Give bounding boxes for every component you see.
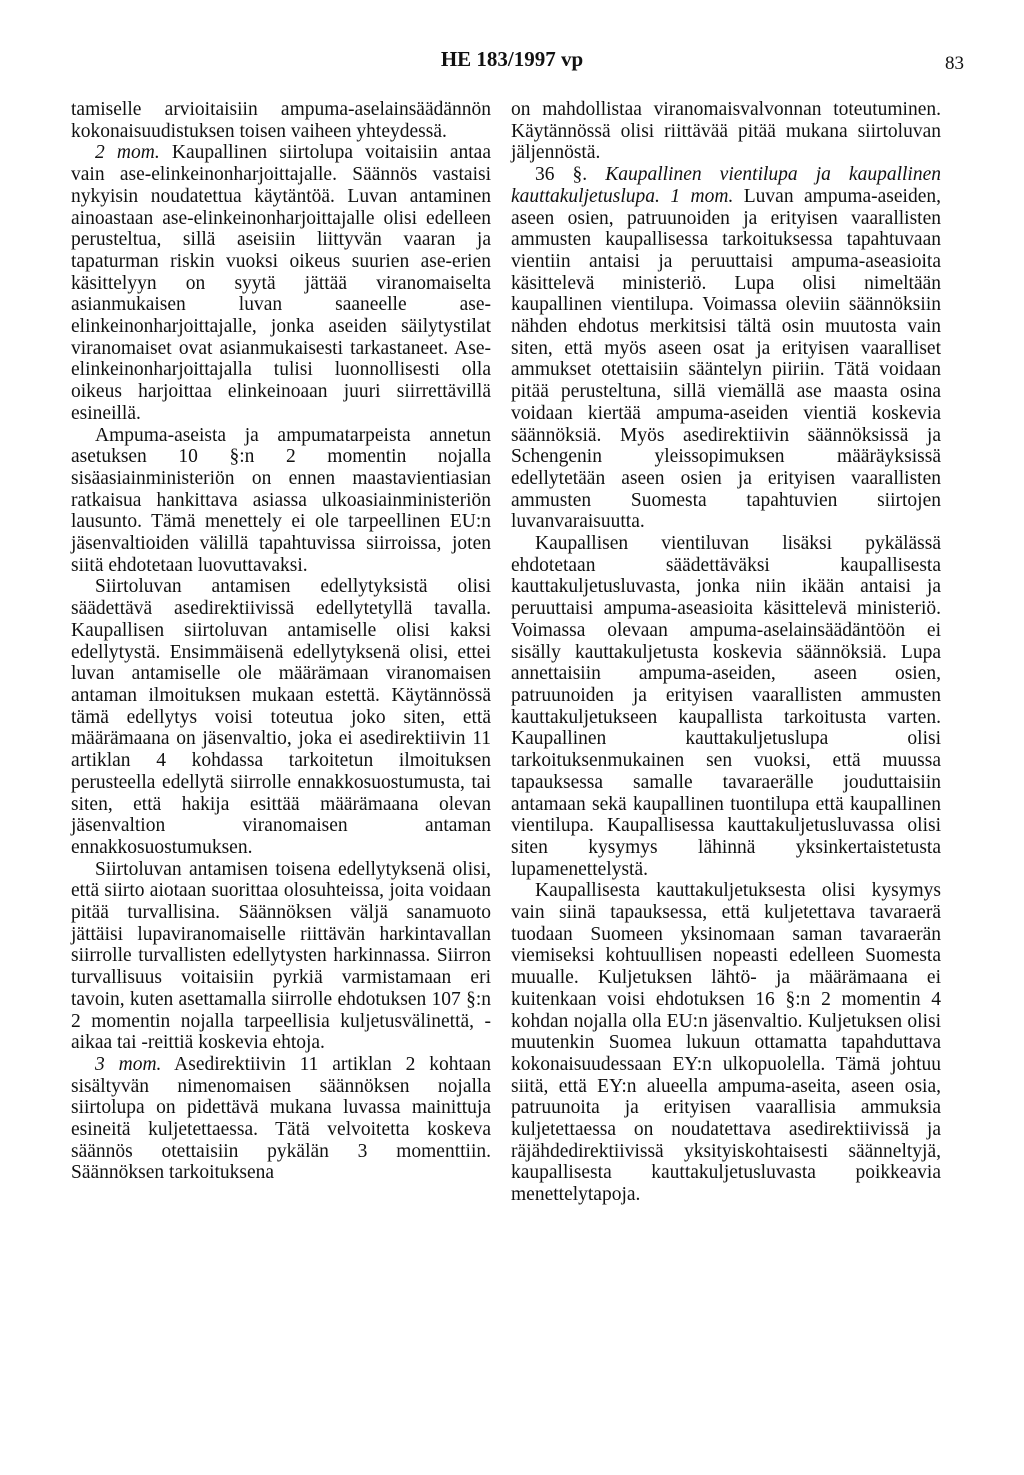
paragraph: on mahdollistaa viranomaisvalvonnan toteutuminen. Käytännössä olisi riittävää pitää mukana siirtoluvan jäljennöstä. <box>511 99 941 164</box>
paragraph-text: Asedirektiivin 11 artiklan 2 kohtaan sisältyvän nimenomaisen säännöksen nojalla siirtolupa on pidettävä mukana luvassa mainittuja esineitä kuljetettaessa. Tätä velvoitetta koskeva säännös otettaisiin pykälän 3 momenttiin. Säännöksen tarkoituksena <box>71 1053 491 1184</box>
left-column <box>71 99 491 1184</box>
paragraph: Ampuma-aseista ja ampumatarpeista annetun asetuksen 10 §:n 2 momentin nojalla sisäasiainministeriön on ennen maastavientiasian ratkaisua hankittava asiassa ulkoasiainministeriön lausunto. Tämä menettely ei ole tarpeellinen EU:n jäsenvaltioiden välillä tapahtuvissa siirroissa, joten siitä ehdotetaan luovuttavaksi. <box>71 424 491 576</box>
section-title: Kaupallinen vientilupa ja kaupallinen kauttakuljetuslupa. 1 mom. <box>511 164 941 207</box>
paragraph: tamiselle arvioitaisiin ampuma-aselainsäädännön kokonaisuudistuksen toisen vaiheen yhteydessä. <box>71 99 491 142</box>
moment-label: 3 mom. <box>95 1053 162 1075</box>
paragraph <box>511 164 941 533</box>
document-title: HE 183/1997 vp <box>440 47 584 71</box>
right-column <box>511 99 941 1206</box>
paragraph-text: Kaupallinen siirtolupa voitaisiin antaa vain ase-elinkeinonharjoittajalle. Säännös vastaisi nykyisin noudatettua käytäntöä. Luvan antaminen ainoastaan ase-elinkeinonharjoittajalle olisi edelleen perusteltua, sillä aseisiin liittyvän vaaran ja tapaturman riskin vuoksi oikeus suurien ase-erien käsittelyyn on syytä jättää viranomaiselta asianmukaisen luvan saaneelle ase-elinkeinonharjoittajalle, jonka aseiden säilytystilat viranomaiset ovat asianmukaisesti tarkastaneet. Ase-elinkeinonharjoittajalla tulisi luonnollisesti olla oikeus harjoittaa elinkeinoaan juuri siirrettävillä esineillä. <box>71 142 491 424</box>
page-number: 83 <box>945 53 964 74</box>
moment-label: 2 mom. <box>95 142 160 164</box>
paragraph <box>71 1054 491 1184</box>
page-header <box>0 47 1024 77</box>
paragraph: Siirtoluvan antamisen edellytyksistä olisi säädettävä asedirektiivissä edellytetyllä tavalla. Kaupallisen siirtoluvan antamiselle olisi kaksi edellytystä. Ensimmäisenä edellytyksenä olisi, ettei luvan antamiselle ole määrämaan viranomaisen antaman ilmoituksen mukaan estettä. Käytännössä tämä edellytys voisi toteutua joko siten, että määrämaana on jäsenvaltio, joka ei asedirektiivin 11 artiklan 4 kohdassa tarkoitetun ilmoituksen perusteella edellytä siirrolle ennakkosuostumusta, tai siten, että hakija esittää määrämaana olevan jäsenvaltion viranomaisen antaman ennakkosuostumuksen. <box>71 576 491 858</box>
paragraph: Kaupallisen vientiluvan lisäksi pykälässä ehdotetaan säädettäväksi kaupallisesta kauttakuljetusluvasta, jonka niin ikään antaisi ja peruuttaisi ampuma-aseasioita käsittelevä ministeriö. Voimassa olevaan ampuma-aselainsäädäntöön ei sisälly kauttakuljetusta koskevia säännöksiä. Lupa annettaisiin ampuma-aseiden, aseen osien, patruunoiden ja erityisen vaarallisten ammusten kauttakuljetukseen kaupallista tarkoitusta varten. Kaupallinen kauttakuljetuslupa olisi tarkoituksenmukainen sen vuoksi, että muussa tapauksessa samalle tavaraerälle jouduttaisiin antamaan sekä kaupallinen tuontilupa että kaupallinen vientilupa. Kaupallisessa kauttakuljetusluvassa olisi siten kysymys lähinnä yksinkertaistetusta lupamenettelystä. <box>511 533 941 880</box>
paragraph: Kaupallisesta kauttakuljetuksesta olisi kysymys vain siinä tapauksessa, että kuljetettava tavaraerä tuodaan Suomeen yksinomaan saman tavaraerän viemiseksi kohtuullisen nopeasti edelleen Suomesta muualle. Kuljetuksen lähtö- ja määrämaana ei kuitenkaan voisi ehdotuksen 16 §:n 2 momentin 4 kohdan nojalla olla EU:n jäsenvaltio. Kuljetuksen olisi muutenkin Suomea lukuun ottamatta tapahduttava kokonaisuudessaan EY:n ulkopuolella. Tämä johtuu siitä, että EY:n alueella ampuma-aseita, aseen osia, patruunoita ja erityisen vaarallisia ammuksia kuljetettaessa on noudatettava asedirektiivissä ja räjähdedirektiivissä yksityiskohtaisesti säänneltyjä, kaupallisesta kauttakuljetusluvasta poikkeavia menettelytapoja. <box>511 880 941 1206</box>
section-number: 36 §. <box>535 164 606 186</box>
paragraph-text: Luvan ampuma-aseiden, aseen osien, patruunoiden ja erityisen vaarallisten ammusten kaupallisessa tarkoituksessa tapahtuvaan vientiin antaisi ja peruuttaisi ampuma-aseasioita käsittelevä ministeriö. Lupa olisi nimeltään kaupallinen vientilupa. Voimassa oleviin säännöksiin nähden ehdotus merkitsisi tältä osin muutosta vain siten, että myös aseen osat ja erityisen vaaralliset ammukset otettaisiin sääntelyn piiriin. Tätä voidaan pitää perusteltuna, sillä viemällä ase maasta osina voidaan kiertää ampuma-aseiden vientiä koskevia säännöksiä. Myös asedirektiivin säännöksissä ja Schengenin yleissopimuksen määräyksissä edellytetään aseen osien ja erityisen vaarallisten ammusten Suomesta tapahtuvien siirtojen luvanvaraisuutta. <box>511 185 941 533</box>
paragraph: Siirtoluvan antamisen toisena edellytyksenä olisi, että siirto aiotaan suorittaa olosuhteissa, joita voidaan pitää turvallisina. Säännöksen väljä sanamuoto jättäisi lupaviranomaiselle riittävän harkintavallan siirrolle turvallisten edellytysten harkinnassa. Siirron turvallisuus voitaisiin pyrkiä varmistamaan eri tavoin, kuten asettamalla siirrolle ehdotuksen 107 §:n 2 momentin nojalla tarpeellisia kuljetusvälinettä, -aikaa tai -reittiä koskevia ehtoja. <box>71 858 491 1054</box>
paragraph <box>71 142 491 424</box>
